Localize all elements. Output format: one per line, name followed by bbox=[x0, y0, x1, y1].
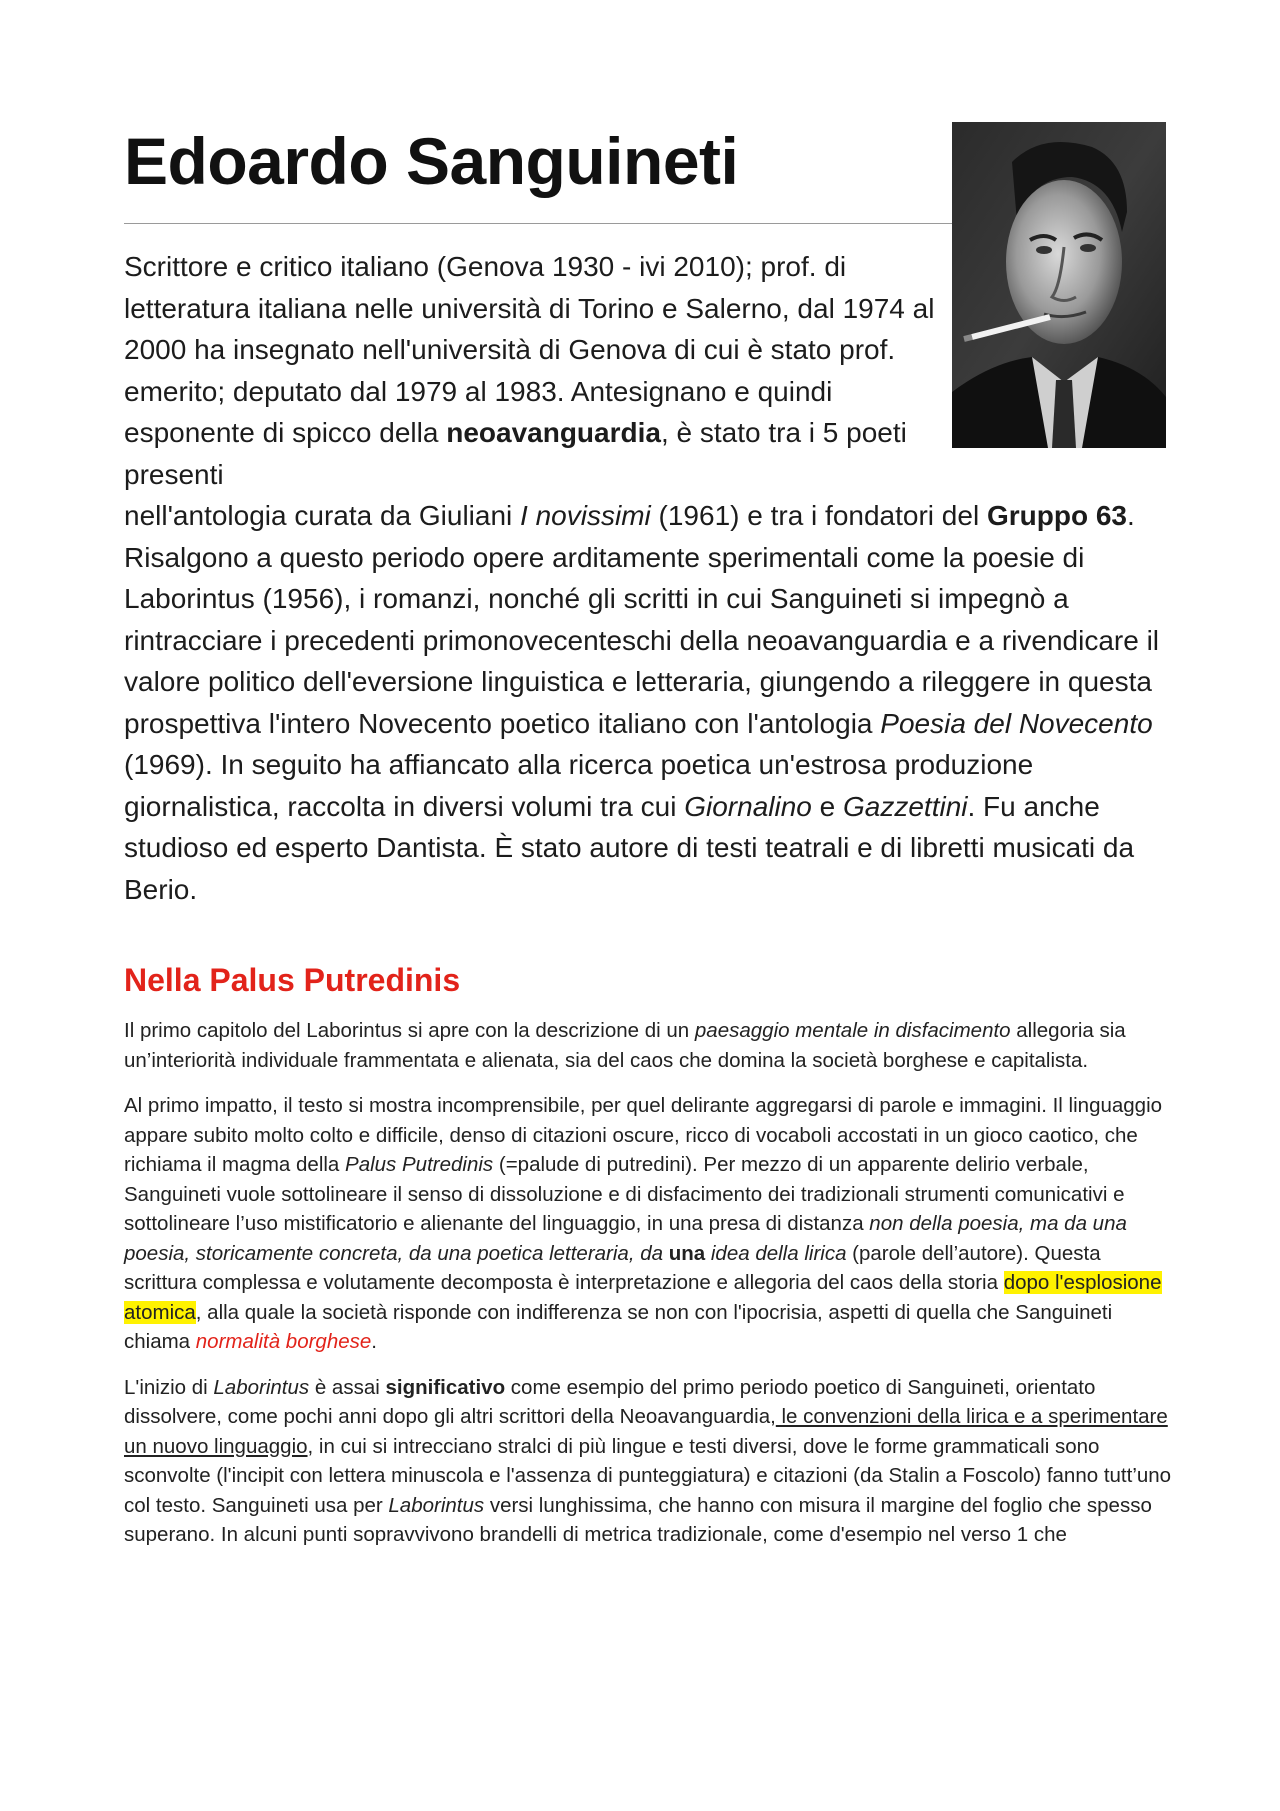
intro-text-run: . Fu anche studioso ed esperto Dantista. È stato autore di testi teatrali e di libretti musicati da Berio. bbox=[124, 790, 1135, 905]
poesia-del-novecento-title: Poesia del Novecento bbox=[880, 707, 1153, 739]
intro-text-run: , è stato tra i 5 poeti presenti bbox=[124, 417, 907, 490]
intro-text-run: . Risalgono a questo periodo opere arditamente sperimentali come la poesie di Laborintus (1956), i romanzi, nonché gli scritti in cui Sanguineti si impegnò a rintracciare i precedenti primonovecenteschi della neoavanguardia e a rivendicare il valore politico dell'eversione linguistica e letteraria, giungendo a rileggere in questa prospettiva l'intero Novecento poetico italiano con l'antologia bbox=[124, 500, 1160, 739]
quote-text: non della poesia, ma da una poesia, storicamente concreta, da una poetica letteraria, da bbox=[124, 1212, 1127, 1265]
body-text-run: , alla quale la società risponde con indifferenza se non con l'ipocrisia, aspetti di quella che Sanguineti chiama bbox=[124, 1300, 1113, 1353]
neoavanguardia-term: neoavanguardia bbox=[446, 417, 661, 448]
body-paragraph-2 bbox=[124, 1091, 1174, 1357]
intro-text-run: nell'antologia curata da Giuliani bbox=[124, 500, 521, 531]
title-divider bbox=[124, 223, 956, 224]
emphasis-text: Laborintus bbox=[388, 1493, 485, 1517]
body-text-run: , in cui si intrecciano stralci di più lingue e testi diversi, dove le forme grammaticali sono sconvolte (l'incipit con lettera minuscola e l'assenza di punteggiatura) e citazioni (da Stalin a Foscolo) fanno tutt’uno col testo. Sanguineti usa per bbox=[124, 1434, 1172, 1517]
body-text-run: L'inizio di bbox=[124, 1375, 214, 1399]
body-text-run: . bbox=[371, 1330, 377, 1353]
body-paragraph-1 bbox=[124, 1016, 1174, 1075]
page-title: Edoardo Sanguineti bbox=[124, 124, 739, 198]
body-text-run: Al primo impatto, il testo si mostra incomprensibile, per quel delirante aggregarsi di parole e immagini. Il linguaggio appare subito molto colto e difficile, denso di citazioni oscure, ricco di vocaboli accostati in un gioco caotico, che richiama il magma della bbox=[124, 1094, 1163, 1176]
body-paragraph-3 bbox=[124, 1373, 1174, 1550]
quote-text: idea della lirica bbox=[705, 1241, 847, 1265]
section-body bbox=[124, 1016, 1174, 1566]
intro-paragraph-narrow bbox=[124, 246, 944, 495]
intro-text-run: (1969). In seguito ha affiancato alla ricerca poetica un'estrosa produzione giornalistica, raccolta in diversi volumi tra cui bbox=[124, 749, 1034, 822]
intro-text bbox=[124, 246, 1174, 910]
intro-text-run: e bbox=[811, 790, 843, 822]
intro-text-run: (1961) e tra i fondatori del bbox=[650, 500, 987, 531]
novissimi-title: I novissimi bbox=[520, 500, 651, 531]
body-text-run: versi lunghissima, che hanno con misura il margine del foglio che spesso superano. In alcuni punti sopravvivono brandelli di metrica tradizionale, come d'esempio nel verso 1 che bbox=[124, 1493, 1152, 1546]
body-text-run: Il primo capitolo del Laborintus si apre con la descrizione di un bbox=[124, 1019, 695, 1042]
body-text-run: allegoria sia un’interiorità individuale frammentata e alienata, sia del caos che domina la società borghese e capitalista. bbox=[124, 1019, 1126, 1072]
body-text-run: è assai bbox=[309, 1375, 386, 1399]
intro-paragraph-wide bbox=[124, 495, 1174, 910]
intro-text-run: Scrittore e critico italiano (Genova 1930 - ivi 2010); prof. di letteratura italiana nelle università di Torino e Salerno, dal 1974 al 2000 ha insegnato nell'università di Genova di cui è stato prof. emerito; deputato dal 1979 al 1983. Antesignano e quindi esponente di spicco della bbox=[124, 251, 935, 448]
body-text-run: come esempio del primo periodo poetico di Sanguineti, orientato dissolvere, come pochi anni dopo gli altri scrittori della Neoavanguardia, bbox=[124, 1375, 1096, 1428]
emphasis-text: Palus Putredinis bbox=[345, 1153, 494, 1176]
bold-text: significativo bbox=[385, 1375, 506, 1399]
bold-text: una bbox=[668, 1241, 706, 1265]
gruppo-63-term: Gruppo 63 bbox=[986, 500, 1127, 531]
giornalino-title: Giornalino bbox=[684, 790, 812, 822]
highlighted-text: dopo l'esplosione atomica bbox=[124, 1271, 1162, 1324]
body-text-run: (parole dell’autore). Questa scrittura complessa e volutamente decomposta è interpretazione e allegoria del caos della storia bbox=[124, 1241, 1101, 1294]
emphasis-text: Laborintus bbox=[213, 1375, 310, 1399]
gazzettini-title: Gazzettini bbox=[843, 790, 968, 822]
body-text-run: (=palude di putredini). Per mezzo di un apparente delirio verbale, Sanguineti vuole sottolineare il senso di dissoluzione e di disfacimento dei tradizionali strumenti comunicativi e sottolineare l’uso mistificatorio e alienante del linguaggio, in una presa di distanza bbox=[124, 1153, 1125, 1235]
underlined-text: le convenzioni della lirica e a sperimentare un nuovo linguaggio bbox=[124, 1405, 1168, 1458]
red-emphasis-text: normalità borghese bbox=[195, 1330, 372, 1353]
section-title: Nella Palus Putredinis bbox=[124, 962, 461, 998]
emphasis-text: paesaggio mentale in disfacimento bbox=[694, 1019, 1011, 1042]
